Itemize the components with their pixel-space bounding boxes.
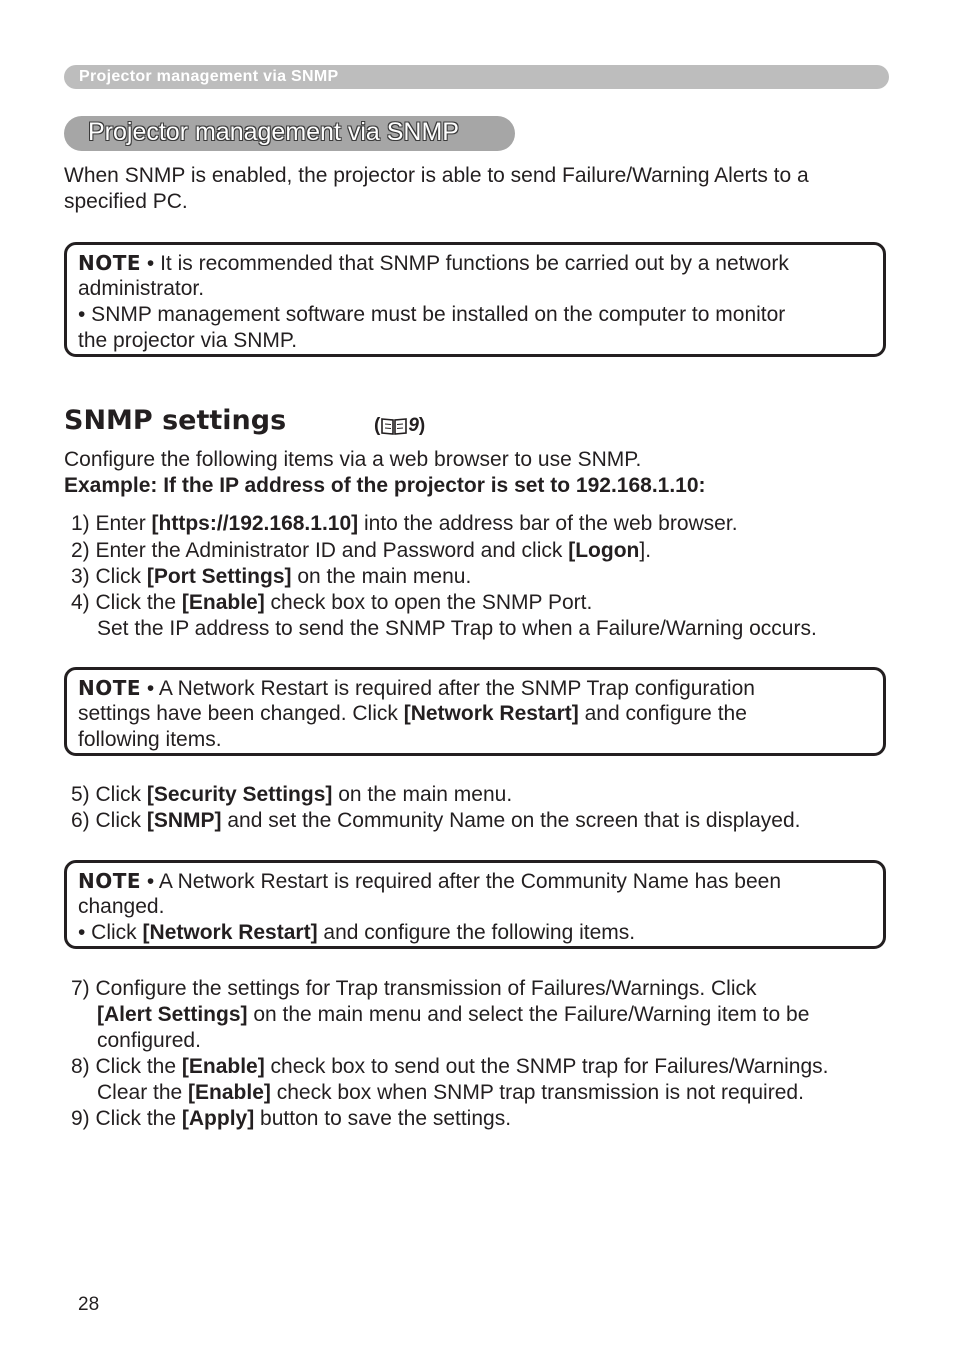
running-header-title: Projector management via SNMP xyxy=(79,68,339,85)
note-1-line-4: the projector via SNMP. xyxy=(78,329,298,352)
note-box-3 xyxy=(64,860,886,949)
note-3-line-1: NOTE • A Network Restart is required after the Community Name has been xyxy=(78,869,782,893)
step-7-line-3: configured. xyxy=(97,1029,201,1052)
page-reference-number: 9 xyxy=(408,415,419,436)
note-3-line-2: changed. xyxy=(78,895,165,918)
snmp-settings-description: Configure the following items via a web browser to use SNMP. xyxy=(64,448,642,471)
page-reference[interactable]: ( 9 ) xyxy=(374,415,426,436)
step-1: 1) Enter [https://192.168.1.10] into the address bar of the web browser. xyxy=(71,512,738,535)
step-8-line-2: Clear the [Enable] check box when SNMP trap transmission is not required. xyxy=(97,1081,804,1104)
note-1-line-3: • SNMP management software must be installed on the computer to monitor xyxy=(78,303,786,326)
step-2: 2) Enter the Administrator ID and Password and click [Logon]. xyxy=(71,539,652,562)
page-number: 28 xyxy=(78,1294,100,1315)
running-header xyxy=(64,65,889,89)
note-box-2 xyxy=(64,667,886,756)
snmp-settings-example: Example: If the IP address of the projector is set to 192.168.1.10: xyxy=(64,474,706,497)
intro-line-1: When SNMP is enabled, the projector is able to send Failure/Warning Alerts to a xyxy=(64,164,809,187)
section-heading-title: Projector management via SNMP xyxy=(88,118,459,146)
note-2-line-2: settings have been changed. Click [Network Restart] and configure the xyxy=(78,702,747,725)
note-1-line-1: NOTE • It is recommended that SNMP functions be carried out by a network xyxy=(78,251,789,275)
intro-line-2: specified PC. xyxy=(64,190,188,213)
note-1-line-2: administrator. xyxy=(78,277,205,300)
book-icon xyxy=(381,417,407,435)
note-box-1 xyxy=(64,242,886,357)
step-6: 6) Click [SNMP] and set the Community Name on the screen that is displayed. xyxy=(71,809,801,832)
note-label: NOTE xyxy=(78,869,142,893)
note-label: NOTE xyxy=(78,251,142,275)
step-7: 7) Configure the settings for Trap transmission of Failures/Warnings. Click xyxy=(71,977,757,1000)
step-4: 4) Click the [Enable] check box to open the SNMP Port. xyxy=(71,591,593,614)
section-heading xyxy=(64,116,515,151)
step-3: 3) Click [Port Settings] on the main menu. xyxy=(71,565,472,588)
step-4-continued: Set the IP address to send the SNMP Trap to when a Failure/Warning occurs. xyxy=(97,617,817,640)
note-3-line-3: • Click [Network Restart] and configure the following items. xyxy=(78,921,636,944)
step-5: 5) Click [Security Settings] on the main menu. xyxy=(71,783,513,806)
note-2-line-1: NOTE • A Network Restart is required after the SNMP Trap configuration xyxy=(78,676,755,700)
snmp-settings-heading: SNMP settings xyxy=(64,405,287,436)
step-8: 8) Click the [Enable] check box to send out the SNMP trap for Failures/Warnings. xyxy=(71,1055,829,1078)
step-7-line-2: [Alert Settings] on the main menu and select the Failure/Warning item to be xyxy=(97,1003,810,1026)
note-2-line-3: following items. xyxy=(78,728,222,751)
note-label: NOTE xyxy=(78,676,142,700)
step-9: 9) Click the [Apply] button to save the settings. xyxy=(71,1107,512,1130)
